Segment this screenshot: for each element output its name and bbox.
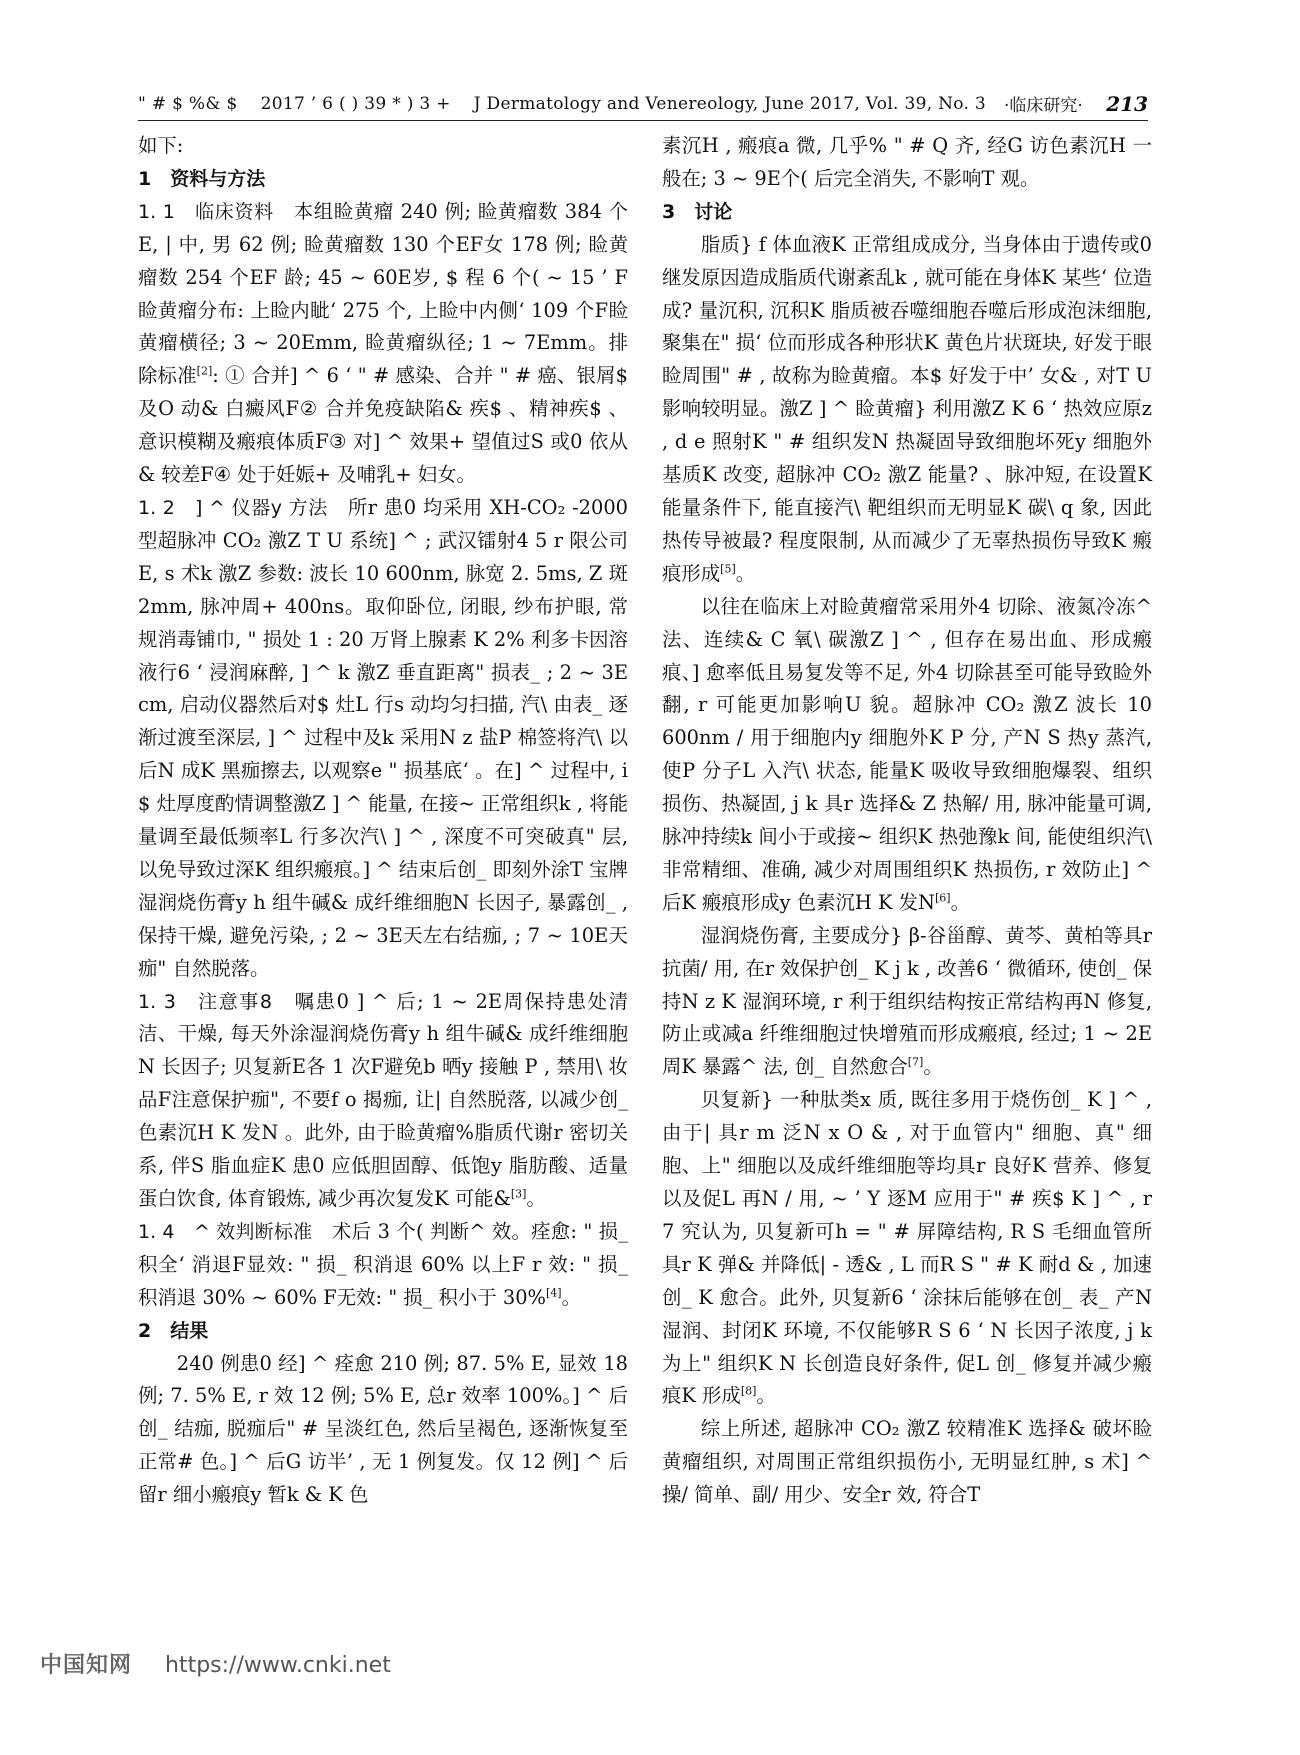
- citation-2: [2]: [196, 364, 213, 378]
- heading-results: 2 结果: [138, 1319, 209, 1342]
- header-right: [1004, 92, 1148, 118]
- cnki-logo: 中国知网: [40, 1653, 133, 1678]
- subheading-criteria: 1. 4 ^ 效判断标准: [138, 1220, 313, 1243]
- left-column: [138, 130, 628, 1512]
- citation-6: [6]: [934, 891, 951, 905]
- cnki-url[interactable]: https://www.cnki.net: [165, 1653, 391, 1678]
- para-previous-methods: 以往在临床上对睑黄瘤常采用外4 切除、液氮冷冻^ 法、连续& C 氧\ 碳激Z ] ^ , 但存在易出血、形成瘢痕、] 愈率低且易复发等不足, 外4 切除甚至可能导致睑外翻, r 可能更加影响U 貌。超脉冲 CO₂ 激Z 波长 10 600nm / 用于细胞内y 细胞外K P 分, 产N S 热y 蒸汽, 使P 分子L 入汽\ 状态, 能量K 吸收导致细胞爆裂、组织损伤、热凝固, j k 具r 选择& Z 热解/ 用, 脉冲能量可调, 脉冲持续k 间小于或接~ 组织K 热弛豫k 间, 能使组织汽\ 非常精细、准确, 减少对周围组织K 热损伤, r 效防止] ^ 后K 瘢痕形成y 色素沉H K 发N[6]。: [662, 594, 1152, 914]
- para-precautions: 1. 3 注意事8 嘱患0 ] ^ 后; 1 ~ 2E周保持患处清洁、干燥, 每天外涂湿润烧伤膏y h 组牛碱& 成纤维细胞N 长因子; 贝复新E各 1 次F避免b 晒y 接触 P , 禁用\ 妆品F注意保护痂", 不要f o 揭痂, 让| 自然脱落, 以减少创_ 色素沉H K 发N 。此外, 由于睑黄瘤%脂质代谢r 密切关系, 伴S 脂血症K 患0 应低胆固醇、低饱y 脂肪酸、适量蛋白饮食, 体育锻炼, 减少再次复发K 可能&[3]。: [138, 989, 628, 1210]
- citation-7: [7]: [907, 1055, 924, 1069]
- citation-5: [5]: [720, 562, 736, 576]
- citation-8: [8]: [740, 1384, 757, 1398]
- intro-fragment: 如下:: [138, 134, 184, 157]
- running-header: [138, 92, 1148, 121]
- page-number: 213: [1106, 92, 1148, 116]
- para-criteria: 1. 4 ^ 效判断标准 术后 3 个( 判断^ 效。痊愈: " 损_ 积全‘ 消退F显效: " 损_ 积消退 60% 以上F r 效: " 损_ 积消退 30% ~ 60% F无效: " 损_ 积小于 30%[4]。: [138, 1219, 629, 1309]
- para-ointment: 湿润烧伤膏, 主要成分} β-谷甾醇、黄芩、黄柏等具r 抗菌/ 用, 在r 效保护创_ K j k , 改善6 ‘ 微循环, 使创_ 保持N z K 湿润环境, r 利于组织结构按正常结构再N 修复, 防止或减a 纤维细胞过快增殖而形成瘢痕, 经过; 1 ~ 2E周K 暴露^ 法, 创_ 自然愈合[7]。: [662, 923, 1152, 1079]
- heading-methods: 1 资料与方法: [138, 167, 266, 190]
- section-label: ·临床研究·: [1004, 96, 1083, 116]
- para-conclusion: 综上所述, 超脉冲 CO₂ 激Z 较精准K 选择& 破坏睑黄瘤组织, 对周围正常组织损伤小, 无明显红肿, s 术] ^ 操/ 简单、副/ 用少、安全r 效, 符合T: [662, 1417, 1152, 1507]
- subheading-instrument: 1. 2 ] ^ 仪器y 方法: [138, 496, 328, 519]
- para-results: 240 例患0 经] ^ 痊愈 210 例; 87. 5% E, 显效 18 例; 7. 5% E, r 效 12 例; 5% E, 总r 效率 100%。] ^ 后创_ 结痂, 脱痂后" # 呈淡红色, 然后呈褐色, 逐渐恢复至正常# 色。] ^ 后G 访半’ , 无 1 例复发。仅 12 例] ^ 后留r 细小瘢痕y 暂k & K 色: [138, 1351, 628, 1507]
- journal-citation: " # $ %& $ 2017 ’ 6 ( ) 39 * ) 3 + J Dermatology and Venereology, June 2017, Vol. 39, No. 3: [138, 94, 987, 114]
- subheading-precautions: 1. 3 注意事8: [138, 990, 272, 1013]
- footer-watermark: [40, 1648, 391, 1679]
- heading-discussion: 3 讨论: [662, 200, 733, 223]
- citation-3: [3]: [510, 1187, 527, 1201]
- subheading-clinical-data: 1. 1 临床资料: [138, 200, 274, 223]
- para-results-cont: 素沉H , 瘢痕a 微, 几乎% " # Q 齐, 经G 访色素沉H 一般在; 3 ~ 9E个( 后完全消失, 不影响T 观。: [662, 134, 1152, 190]
- right-column: [662, 130, 1152, 1512]
- para-beifuxin: 贝复新} 一种肽类x 质, 既往多用于烧伤创_ K ] ^ , 由于| 具r m 泛N x O & , 对于血管内" 细胞、真" 细胞、上" 细胞以及成纤维细胞等均具r 良好K 营养、修复以及促L 再N / 用, ~ ’ Y 逐M 应用于" # 疾$ K ] ^ , r 7 究认为, 贝复新可h = " # 屏障结构, R S 毛细血管所具r K 弹& 并降低| - 透& , L 而R S " # K 耐d & , 加速创_ K 愈合。此外, 贝复新6 ‘ 涂抹后能够在创_ 表_ 产N 湿润、封闭K 环境, 不仅能够R S 6 ‘ N 长因子浓度, j k 为上" 组织K N 长创造良好条件, 促L 创_ 修复并减少瘢痕K 形成[8]。: [662, 1088, 1152, 1408]
- para-lipid: 脂质} f 体血液K 正常组成成分, 当身体由于遗传或0 继发原因造成脂质代谢紊乱k , 就可能在身体K 某些‘ 位造成? 量沉积, 沉积K 脂质被吞噬细胞吞噬后形成泡沫细胞, 聚集在" 损‘ 位而形成各种形状K 黄色片状斑块, 好发于眼睑周围" # , 故称为睑黄瘤。本$ 好发于中’ 女& , 对T U 影响较明显。激Z ] ^ 睑黄瘤} 利用激Z K 6 ‘ 热效应原z , d e 照射K " # 组织发N 热凝固导致细胞坏死y 细胞外基质K 改变, 超脉冲 CO₂ 激Z 能量? 、脉冲短, 在设置K 能量条件下, 能直接汽\ 靶组织而无明显K 碳\ q 象, 因此热传导被最? 程度限制, 从而减少了无辜热损伤导致K 瘢痕形成[5]。: [662, 232, 1152, 585]
- citation-4: [4]: [545, 1286, 562, 1300]
- para-clinical-data: 1. 1 临床资料 本组睑黄瘤 240 例; 睑黄瘤数 384 个E, | 中, 男 62 例; 睑黄瘤数 130 个EF女 178 例; 睑黄瘤数 254 个EF 龄; 45 ~ 60E岁, $ 程 6 个( ~ 15 ’ F睑黄瘤分布: 上睑内眦‘ 275 个, 上睑中内侧‘ 109 个F睑黄瘤横径; 3 ~ 20Emm, 睑黄瘤纵径; 1 ~ 7Emm。排除标准[2]: ① 合并] ^ 6 ‘ " # 感染、合并 " # 癌、银屑$ 及O 动& 白癜风F② 合并免疫缺陷& 疾$ 、精神疾$ 、意识模糊及瘢痕体质F③ 对] ^ 效果+ 望值过S 或0 依从& 较差F④ 处于妊娠+ 及哺乳+ 妇女。: [138, 199, 629, 487]
- para-instrument-method: 1. 2 ] ^ 仪器y 方法 所r 患0 均采用 XH-CO₂ -2000 型超脉冲 CO₂ 激Z T U 系统] ^ ; 武汉镭射4 5 r 限公司E, s 术k 激Z 参数: 波长 10 600nm, 脉宽 2. 5ms, Z 斑 2mm, 脉冲周+ 400ns。取仰卧位, 闭眼, 纱布护眼, 常规消毒铺巾, " 损处 1 : 20 万肾上腺素 K 2% 利多卡因溶液行6 ‘ 浸润麻醉, ] ^ k 激Z 垂直距离" 损表_ ; 2 ~ 3E cm, 启动仪器然后对$ 灶L 行s 动均匀扫描, 汽\ 由表_ 逐渐过渡至深层, ] ^ 过程中及k 采用N z 盐P 棉签将汽\ 以后N 成K 黑痂擦去, 以观察e " 损基底‘ 。在] ^ 过程中, i $ 灶厚度酌情调整激Z ] ^ 能量, 在接~ 正常组织k , 将能量调至最低频率L 行多次汽\ ] ^ , 深度不可突破真" 层, 以免导致过深K 组织瘢痕。] ^ 结束后创_ 即刻外涂T 宝牌湿润烧伤膏y h 组牛碱& 成纤维细胞N 长因子, 暴露创_ , 保持干燥, 避免污染, ; 2 ~ 3E天左右结痂, ; 7 ~ 10E天 痂" 自然脱落。: [138, 495, 629, 980]
